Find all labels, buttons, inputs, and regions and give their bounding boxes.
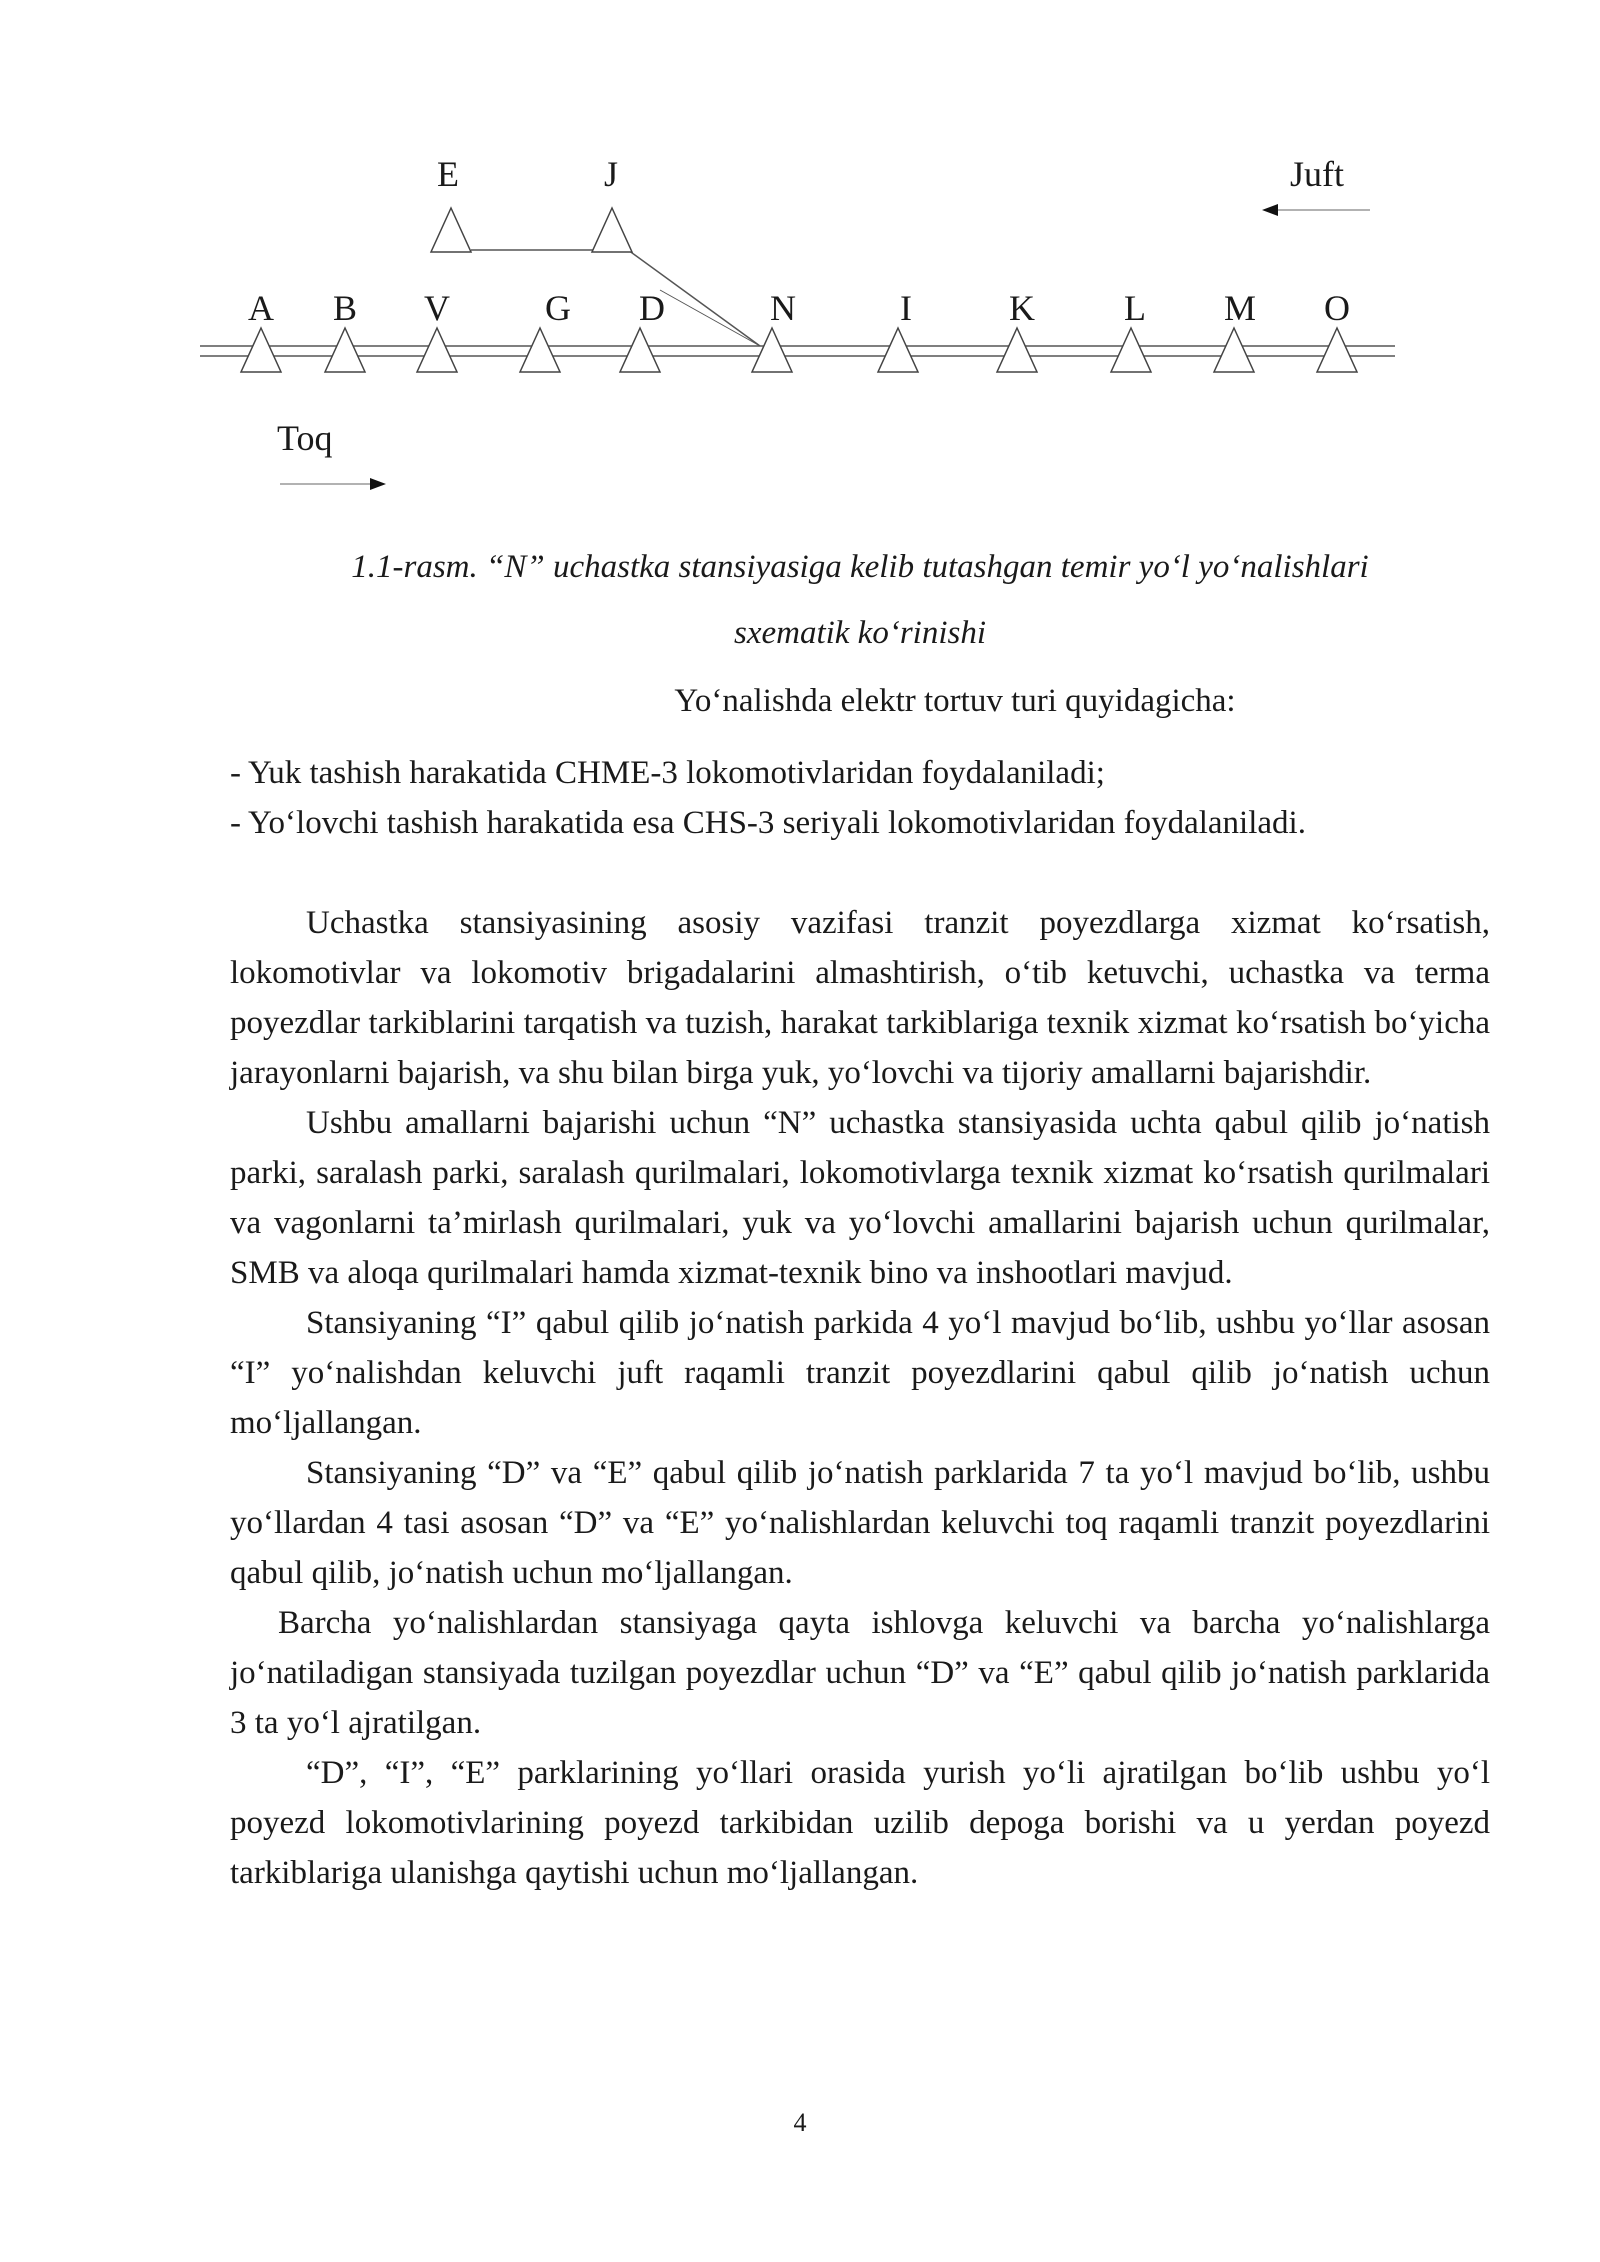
station-triangle-j <box>592 208 632 252</box>
station-triangle-e <box>431 208 471 252</box>
label-e: E <box>437 154 459 194</box>
label-i: I <box>900 288 912 328</box>
label-n: N <box>770 288 796 328</box>
station-triangle-m <box>1214 328 1254 372</box>
bullet-list <box>230 748 1500 848</box>
label-a: A <box>248 288 274 328</box>
page-number: 4 <box>793 2108 807 2137</box>
station-triangle-n <box>752 328 792 372</box>
paragraph: Barcha yo‘nalishlardan stansiyaga qayta ishlovga keluvchi va barcha yo‘nalishlarga jo‘natiladigan stansiyada tuzilgan poyezdlar uchun “D” va “E” qabul qilib jo‘natish parklarida 3 ta yo‘l ajratilgan. <box>230 1605 1490 1741</box>
branch-diagonal-d-n <box>660 290 760 346</box>
arrow-left-icon <box>1262 204 1370 216</box>
label-juft: Juft <box>1290 154 1344 194</box>
station-triangle-a <box>241 328 281 372</box>
station-triangle-o <box>1317 328 1357 372</box>
paragraph: “D”, “I”, “E” parklarining yo‘llari orasida yurish yo‘li ajratilgan bo‘lib ushbu yo‘l poyezd lokomotivlarining poyezd tarkibidan uzilib depoga borishi va u yerdan poyezd tarkiblariga ulanishga qaytishi uchun mo‘ljallangan. <box>230 1755 1490 1891</box>
station-triangle-g <box>520 328 560 372</box>
station-triangle-k <box>997 328 1037 372</box>
label-g: G <box>545 288 571 328</box>
label-l: L <box>1124 288 1146 328</box>
paragraph: Stansiyaning “D” va “E” qabul qilib jo‘natish parklarida 7 ta yo‘l mavjud bo‘lib, ushbu yo‘llardan 4 tasi asosan “D” va “E” yo‘nalishlardan keluvchi toq raqamli tranzit poyezdlarini qabul qilib, jo‘natish uchun mo‘ljallangan. <box>230 1455 1490 1591</box>
label-j: J <box>603 154 619 194</box>
paragraph: Stansiyaning “I” qabul qilib jo‘natish parkida 4 yo‘l mavjud bo‘lib, ushbu yo‘llar asosan “I” yo‘nalishdan keluvchi juft raqamli tranzit poyezdlarini qabul qilib jo‘natish uchun mo‘ljallangan. <box>230 1305 1490 1441</box>
label-toq: Toq <box>277 418 333 458</box>
bullet-item: - Yo‘lovchi tashish harakatida esa CHS-3 seriyali lokomotivlaridan foydalaniladi. <box>230 805 1306 841</box>
paragraph: Uchastka stansiyasining asosiy vazifasi tranzit poyezdlarga xizmat ko‘rsatish, lokomotivlar va lokomotiv brigadalarini almashtirish, o‘tib ketuvchi, uchastka va terma poyezdlar tarkiblarini tarqatish va tuzish, harakat tarkiblariga texnik xizmat ko‘rsatish bo‘yicha jarayonlarni bajarish, va shu bilan birga yuk, yo‘lovchi va tijoriy amallarni bajarishdir. <box>230 905 1490 1091</box>
label-m: M <box>1223 288 1257 328</box>
arrow-right-icon <box>280 478 386 490</box>
label-d: D <box>639 288 665 328</box>
label-v: V <box>424 288 450 328</box>
intro-text: Yo‘nalishda elektr tortuv turi quyidagicha: <box>674 683 1236 719</box>
paragraph: Ushbu amallarni bajarishi uchun “N” uchastka stansiyasida uchta qabul qilib jo‘natish parki, saralash parki, saralash qurilmalari, lokomotivlarga texnik xizmat ko‘rsatish qurilmalari va vagonlarni ta’mirlash qurilmalari, yuk va yo‘lovchi amallarini bajarish uchun qurilmalar, SMB va aloqa qurilmalari hamda xizmat-texnik bino va inshootlari mavjud. <box>230 1105 1490 1291</box>
station-triangle-d <box>620 328 660 372</box>
station-triangle-i <box>878 328 918 372</box>
station-triangle-v <box>417 328 457 372</box>
bullet-item: - Yuk tashish harakatida CHME-3 lokomotivlaridan foydalaniladi; <box>230 755 1105 791</box>
caption-line-1: 1.1-rasm. “N” uchastka stansiyasiga kelib tutashgan temir yo‘l yo‘nalishlari <box>351 549 1369 585</box>
caption-line-2: sxematik ko‘rinishi <box>733 615 987 651</box>
station-triangle-l <box>1111 328 1151 372</box>
body-text <box>230 898 1490 1898</box>
label-k: K <box>1009 288 1035 328</box>
label-o: O <box>1324 288 1350 328</box>
railway-scheme-diagram <box>0 0 1600 520</box>
label-b: B <box>332 288 358 328</box>
figure-caption <box>230 534 1490 666</box>
station-triangle-b <box>325 328 365 372</box>
